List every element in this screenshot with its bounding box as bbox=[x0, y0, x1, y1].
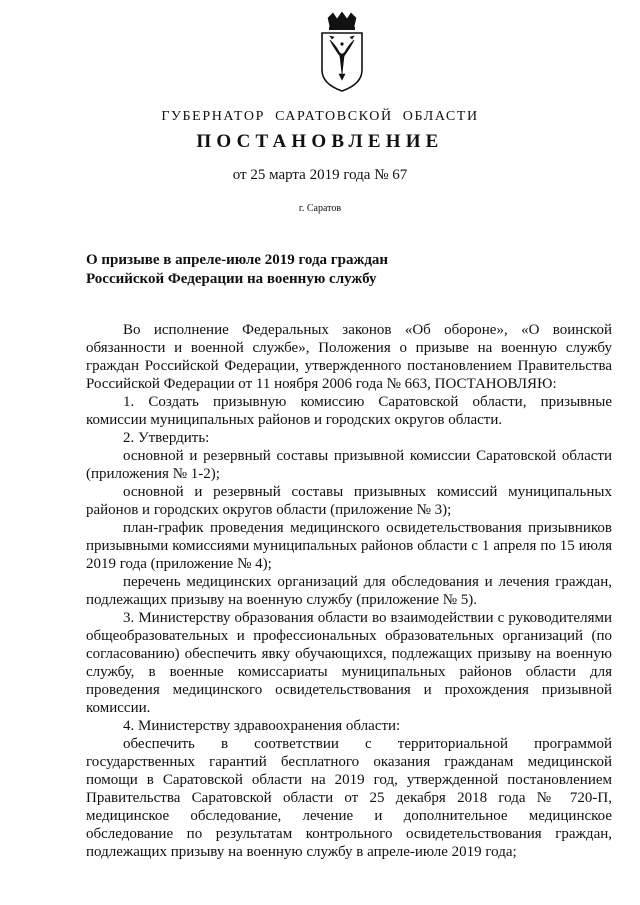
paragraph-item-4-sub: обеспечить в соответствии с территориальной программой государственных гарантий бесплатного оказания гражданам медицинской помощи в Саратовской области на 2019 год, утвержденной постановлением Правительства Саратовской области от 25 декабря 2018 года № 720-П, медицинское обследование, лечение и дополнительное медицинское обследование по результатам контрольного освидетельствования граждан, подлежащих призыву на военную службу в апреле-июле 2019 года; bbox=[86, 736, 612, 860]
paragraph-item-2-sub: перечень медицинских организаций для обследования и лечения граждан, подлежащих призыву на военную службу (приложение № 5). bbox=[86, 574, 612, 608]
document-title-line: О призыве в апреле-июле 2019 года граждан bbox=[86, 252, 389, 268]
paragraph-item-1: 1. Создать призывную комиссию Саратовской области, призывные комиссии муниципальных районов и городских округов области. bbox=[86, 394, 612, 428]
document-date-number: от 25 марта 2019 года № 67 bbox=[232, 167, 408, 183]
document-title-line: Российской Федерации на военную службу bbox=[86, 271, 377, 287]
document-city: г. Саратов bbox=[298, 203, 342, 214]
paragraph-item-2: 2. Утвердить: bbox=[123, 430, 210, 446]
document-title bbox=[86, 251, 446, 289]
governor-heading: ГУБЕРНАТОР САРАТОВСКОЙ ОБЛАСТИ bbox=[161, 109, 479, 124]
saratov-coat-of-arms-icon bbox=[318, 12, 366, 92]
paragraph-item-2-sub: основной и резервный составы призывной комиссии Саратовской области (приложения № 1-2); bbox=[86, 448, 612, 482]
paragraph-item-2-sub: план-график проведения медицинского освидетельствования призывников призывными комиссиями муниципальных районов области с 1 апреля по 15 июля 2019 года (приложение № 4); bbox=[86, 520, 612, 572]
paragraph-preamble: Во исполнение Федеральных законов «Об обороне», «О воинской обязанности и военной службе», Положения о призыве на военную службу граждан Российской Федерации, утвержденного постановлением Правительства Российской Федерации от 11 ноября 2006 года № 663, ПОСТАНОВЛЯЮ: bbox=[86, 322, 612, 392]
paragraph-item-3: 3. Министерству образования области во взаимодействии с руководителями общеобразовательных и профессиональных образовательных организаций (по согласованию) обеспечить явку обучающихся, подлежащих призыву на военную службу, в военные комиссариаты муниципальных районов области для проведения медицинского освидетельствования и прохождения призывной комиссии. bbox=[86, 610, 612, 716]
document-body bbox=[86, 321, 612, 861]
paragraph-item-4: 4. Министерству здравоохранения области: bbox=[123, 718, 401, 734]
document-type-heading: ПОСТАНОВЛЕНИЕ bbox=[196, 131, 444, 152]
paragraph-item-2-sub: основной и резервный составы призывных комиссий муниципальных районов и городских округов области (приложение № 3); bbox=[86, 484, 612, 518]
